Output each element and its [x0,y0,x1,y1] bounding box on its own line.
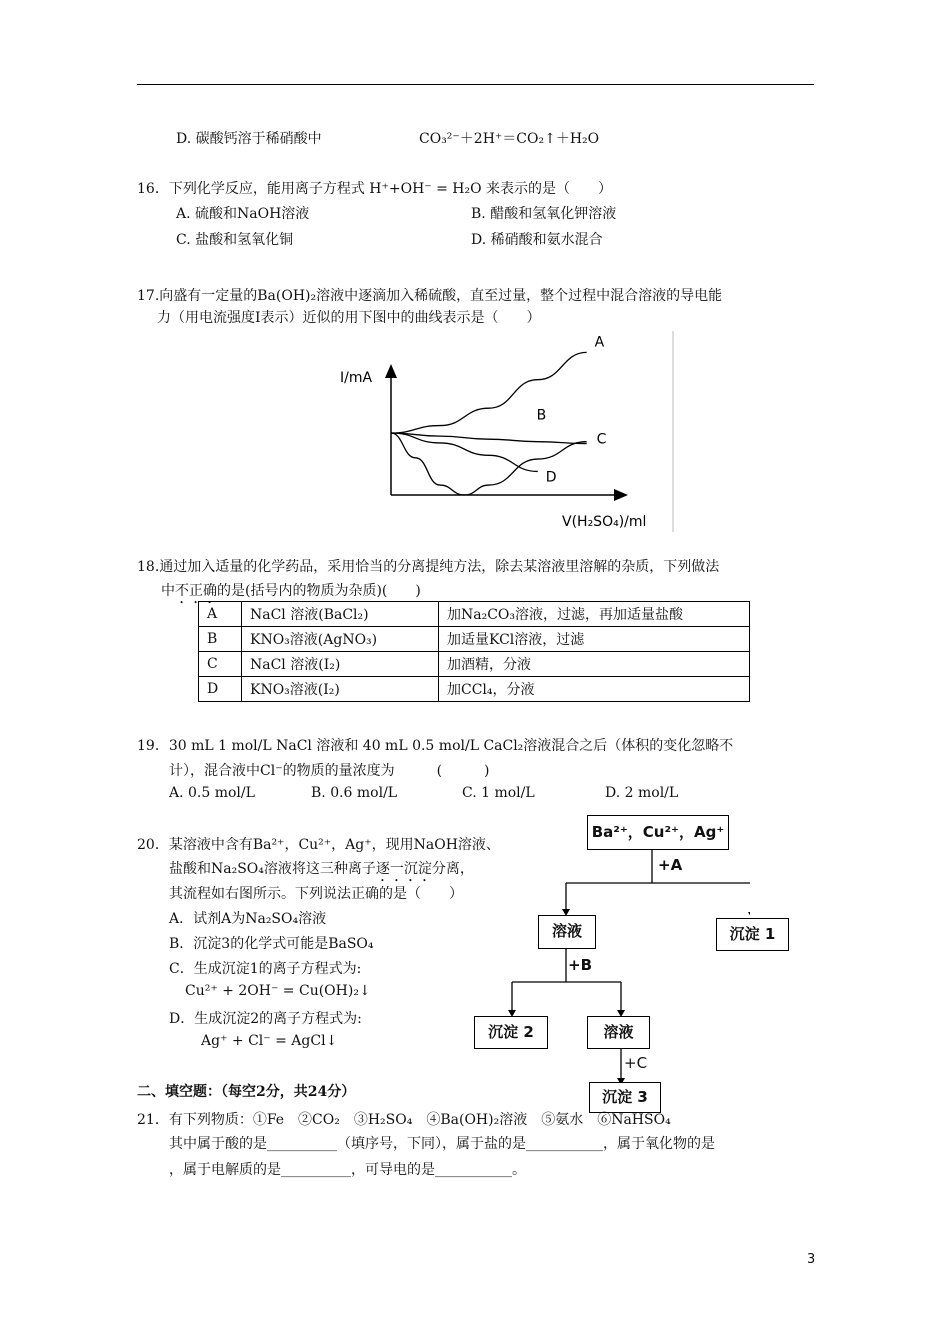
q17-stem-line1: 17.向盛有一定量的Ba(OH)₂溶液中逐滴加入稀硫酸，直至过量，整个过程中混合溶液的导电能 [137,288,723,304]
option-letter: B [199,627,242,652]
series-c-label: C [596,431,607,448]
q16-option-d: D. 稀硝酸和氨水混合 [471,232,603,248]
q20-option-d: D．生成沉淀2的离子方程式为: [169,1011,362,1027]
q16-option-b: B. 醋酸和氢氧化钾溶液 [471,206,617,222]
conductivity-chart [330,330,690,535]
q20-option-c: C．生成沉淀1的离子方程式为: [169,961,362,977]
q20-line3: 其流程如右图所示。下列说法正确的是（ ） [169,886,463,902]
header-rule [137,84,814,85]
series-a-label: A [594,334,605,351]
substance-cell: NaCl 溶液(I₂) [242,652,439,677]
series-c-line [391,433,587,444]
series-a-line [391,352,587,433]
series-d-label: D [545,469,557,486]
solution-box-2: 溶液 [587,1016,650,1049]
q15-option-d: D. 碳酸钙溶于稀硝酸中 [176,131,322,147]
q16-stem: 16．下列化学反应，能用离子方程式 H⁺+OH⁻ = H₂O 来表示的是（ ） [137,181,613,197]
x-axis-arrow [614,489,628,501]
series-d-line [391,433,538,471]
method-cell: 加CCl₄，分液 [439,677,750,702]
table-row [199,602,750,627]
q20-option-c-equation: Cu²⁺ + 2OH⁻ = Cu(OH)₂↓ [185,983,371,999]
q18-emphasis: 不正确 [175,583,217,599]
substance-cell: KNO₃溶液(I₂) [242,677,439,702]
q19-option-d: D. 2 mol/L [605,785,679,801]
precipitate-1-box: 沉淀 1 [716,918,789,951]
q19-option-a: A. 0.5 mol/L [169,785,255,801]
precipitate-2-box: 沉淀 2 [474,1016,548,1049]
y-axis-arrow [385,364,397,378]
x-axis-label: V(H₂SO₄)/ml [562,514,647,530]
table-row [199,627,750,652]
option-letter: D [199,677,242,702]
q20-line1: 20．某溶液中含有Ba²⁺，Cu²⁺，Ag⁺，现用NaOH溶液、 [137,837,500,853]
q16-option-a: A. 硫酸和NaOH溶液 [176,206,310,222]
q18-stem-line2: 中不正确的是(括号内的物质为杂质)( ) [161,583,421,599]
precipitate-3-box: 沉淀 3 [589,1082,661,1113]
q20-option-a: A．试剂A为Na₂SO₄溶液 [169,911,327,927]
table-row [199,652,750,677]
q15-equation: CO₃²⁻＋2H⁺＝CO₂↑＋H₂O [419,131,600,147]
q19-stem-line2: 计），混合液中Cl⁻的物质的量浓度为 ( ) [169,763,490,779]
solution-box-1: 溶液 [538,915,596,949]
q21-line3: ，属于电解质的是__________，可导电的是___________。 [169,1162,526,1178]
q19-option-c: C. 1 mol/L [462,785,535,801]
q20-option-d-equation: Ag⁺ + Cl⁻ = AgCl↓ [201,1033,338,1049]
q21-line2: 其中属于酸的是__________（填序号，下同），属于盐的是___________，属于氧化物的是 [169,1136,715,1152]
q20-emphasis: 逐一沉淀 [375,861,432,877]
flowchart-lines [470,840,750,1120]
substance-cell: KNO₃溶液(AgNO₃) [242,627,439,652]
q19-option-b: B. 0.6 mol/L [311,785,398,801]
y-axis-label: I/mA [340,370,373,386]
q16-option-c: C. 盐酸和氢氧化铜 [176,232,294,248]
option-letter: C [199,652,242,677]
option-letter: A [199,602,242,627]
method-cell: 加酒精，分液 [439,652,750,677]
q20-line2: 盐酸和Na₂SO₄溶液将这三种离子逐一沉淀分离， [169,861,474,877]
q20-option-b: B．沉淀3的化学式可能是BaSO₄ [169,936,374,952]
reagent-c-label: +C [624,1054,648,1072]
q18-options-table [198,601,750,702]
section-2-title: 二、填空题：（每空2分，共24分） [137,1084,356,1100]
page-number: 3 [807,1252,816,1267]
ions-box: Ba²⁺，Cu²⁺，Ag⁺ [587,815,729,850]
q17-stem-line2: 力（用电流强度I表示）近似的用下图中的曲线表示是（ ） [157,310,541,326]
substance-cell: NaCl 溶液(BaCl₂) [242,602,439,627]
method-cell: 加适量KCl溶液，过滤 [439,627,750,652]
reagent-a-label: +A [658,856,683,874]
method-cell: 加Na₂CO₃溶液，过滤，再加适量盐酸 [439,602,750,627]
series-b-label: B [536,407,547,424]
reagent-b-label: +B [568,956,593,974]
q18-stem-line1: 18.通过加入适量的化学药品，采用恰当的分离提纯方法，除去某溶液里溶解的杂质，下列做法 [137,559,720,575]
table-row [199,677,750,702]
q19-stem-line1: 19．30 mL 1 mol/L NaCl 溶液和 40 mL 0.5 mol/L CaCl₂溶液混合之后（体积的变化忽略不 [137,738,734,754]
q21-line1: 21．有下列物质：①Fe ②CO₂ ③H₂SO₄ ④Ba(OH)₂溶液 ⑤氨水 ⑥NaHSO₄ [137,1112,671,1128]
